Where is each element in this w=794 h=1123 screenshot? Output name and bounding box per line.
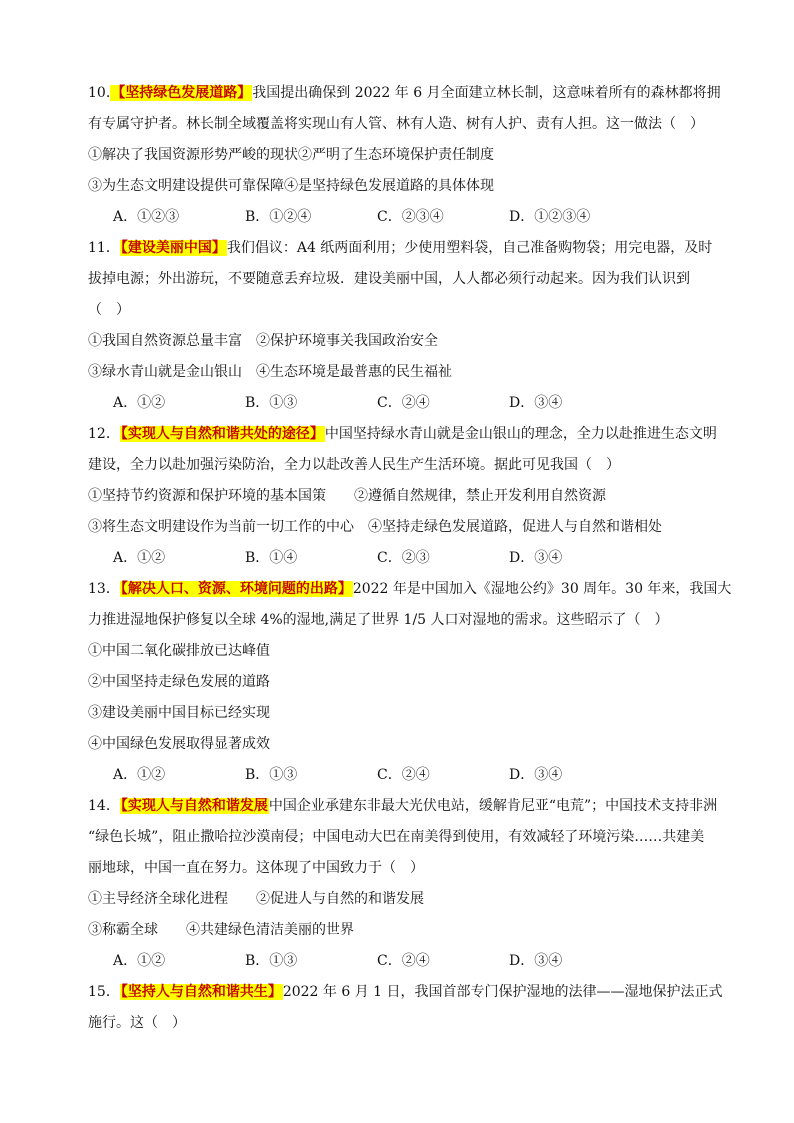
stem-text: 施行。这（ ） [88, 1015, 186, 1031]
question-10 [88, 78, 721, 233]
stem-text: 2022 年是中国加入《湿地公约》30 周年。30 年来，我国大 [352, 581, 732, 597]
question-number: 12． [88, 426, 120, 442]
topic-tag: 【建设美丽中国】 [120, 240, 226, 256]
stem-text: 中国坚持绿水青山就是金山银山的理念，全力以赴推进生态文明 [324, 426, 717, 442]
choice-c[interactable]: C．②④ [377, 953, 430, 969]
stem-text: 建设，全力以赴加强污染防治，全力以赴改善人民生产生活环境。据此可见我国（ ） [88, 457, 620, 473]
question-stem [88, 791, 718, 822]
stem-text: “绿色长城”，阻止撒哈拉沙漠南侵；中国电动大巴在南美得到使用，有效减轻了环境污染……共建美 [88, 829, 705, 845]
option-item: ①解决了我国资源形势严峻的现状②严明了生态环境保护责任制度 [88, 147, 494, 163]
stem-text: 丽地球，中国一直在努力。这体现了中国致力于（ ） [88, 860, 424, 876]
question-14 [88, 791, 718, 977]
question-stem [88, 233, 714, 264]
choice-b[interactable]: B．①③ [245, 953, 298, 969]
question-number: 14． [88, 798, 120, 814]
choice-c[interactable]: C．②③ [377, 550, 430, 566]
answer-choices [88, 946, 714, 977]
question-stem [88, 574, 732, 605]
topic-tag: 【坚持绿色发展道路】 [111, 85, 252, 101]
answer-choices [88, 760, 714, 791]
option-item: ①我国自然资源总量丰富 ②保护环境事关我国政治安全 [88, 333, 438, 349]
choice-d[interactable]: D．①②③④ [509, 209, 591, 225]
answer-choices [88, 388, 714, 419]
question-number: 13． [88, 581, 120, 597]
choice-c[interactable]: C．②④ [377, 395, 430, 411]
question-stem [88, 78, 721, 109]
topic-tag: 【解决人口、资源、环境问题的出路】 [120, 581, 352, 597]
question-13 [88, 574, 732, 791]
choice-c[interactable]: C．②④ [377, 767, 430, 783]
topic-tag: 【实现人与自然和谐共处的途径】 [120, 426, 324, 442]
choice-c[interactable]: C．②③④ [377, 209, 444, 225]
question-stem [88, 977, 723, 1008]
choice-a[interactable]: A．①② [113, 550, 166, 566]
option-item: ③为生态文明建设提供可靠保障④是坚持绿色发展道路的具体体现 [88, 178, 494, 194]
option-item: ①主导经济全球化进程 ②促进人与自然的和谐发展 [88, 891, 424, 907]
answer-choices [88, 543, 714, 574]
option-item: ④中国绿色发展取得显著成效 [88, 736, 270, 752]
choice-d[interactable]: D．③④ [509, 395, 563, 411]
question-number: 10. [88, 85, 111, 101]
choice-d[interactable]: D．③④ [509, 767, 563, 783]
question-number: 11． [88, 240, 120, 256]
choice-b[interactable]: B．①②④ [245, 209, 312, 225]
choice-b[interactable]: B．①④ [245, 550, 298, 566]
choice-a[interactable]: A．①② [113, 395, 166, 411]
stem-text: 拔掉电源；外出游玩，不要随意丢弃垃圾．建设美丽中国，人人都必须行动起来。因为我们认识到 [88, 271, 690, 287]
option-item: ②中国坚持走绿色发展的道路 [88, 674, 270, 690]
option-item: ③将生态文明建设作为当前一切工作的中心 ④坚持走绿色发展道路，促进人与自然和谐相处 [88, 519, 662, 535]
option-item: ③称霸全球 ④共建绿色清洁美丽的世界 [88, 922, 354, 938]
question-11 [88, 233, 714, 419]
stem-text: 我国提出确保到 2022 年 6 月全面建立林长制，这意味着所有的森林都将拥 [252, 85, 721, 101]
choice-d[interactable]: D．③④ [509, 953, 563, 969]
stem-text: 力推进湿地保护修复以全球 4%的湿地,满足了世界 1/5 人口对湿地的需求。这些昭示了（ ） [88, 612, 669, 628]
stem-text: 中国企业承建东非最大光伏电站，缓解肯尼亚“电荒”；中国技术支持非洲 [268, 798, 718, 814]
choice-a[interactable]: A．①② [113, 953, 166, 969]
option-item: ①坚持节约资源和保护环境的基本国策 ②遵循自然规律，禁止开发利用自然资源 [88, 488, 606, 504]
topic-tag: 【坚持人与自然和谐共生】 [120, 984, 282, 1000]
topic-tag: 【实现人与自然和谐发展 [120, 798, 268, 814]
choice-b[interactable]: B．①③ [245, 767, 298, 783]
choice-d[interactable]: D．③④ [509, 550, 563, 566]
answer-choices [88, 202, 714, 233]
choice-b[interactable]: B．①③ [245, 395, 298, 411]
option-item: ①中国二氧化碳排放已达峰值 [88, 643, 270, 659]
stem-text: 我们倡议：A4 纸两面利用；少使用塑料袋，自己准备购物袋；用完电器，及时 [226, 240, 713, 256]
question-page [88, 78, 732, 1039]
choice-a[interactable]: A．①② [113, 767, 166, 783]
option-item: ③绿水青山就是金山银山 ④生态环境是最普惠的民生福祉 [88, 364, 452, 380]
question-12 [88, 419, 717, 574]
question-number: 15． [88, 984, 120, 1000]
choice-a[interactable]: A．①②③ [113, 209, 180, 225]
question-stem [88, 419, 717, 450]
option-item: ③建设美丽中国目标已经实现 [88, 705, 270, 721]
stem-text: 有专属守护者。林长制全域覆盖将实现山有人管、林有人造、树有人护、责有人担。这一做法（ ） [88, 116, 704, 132]
question-15 [88, 977, 723, 1039]
stem-text: 2022 年 6 月 1 日，我国首部专门保护湿地的法律——湿地保护法正式 [282, 984, 723, 1000]
stem-text: （ ） [88, 302, 130, 318]
